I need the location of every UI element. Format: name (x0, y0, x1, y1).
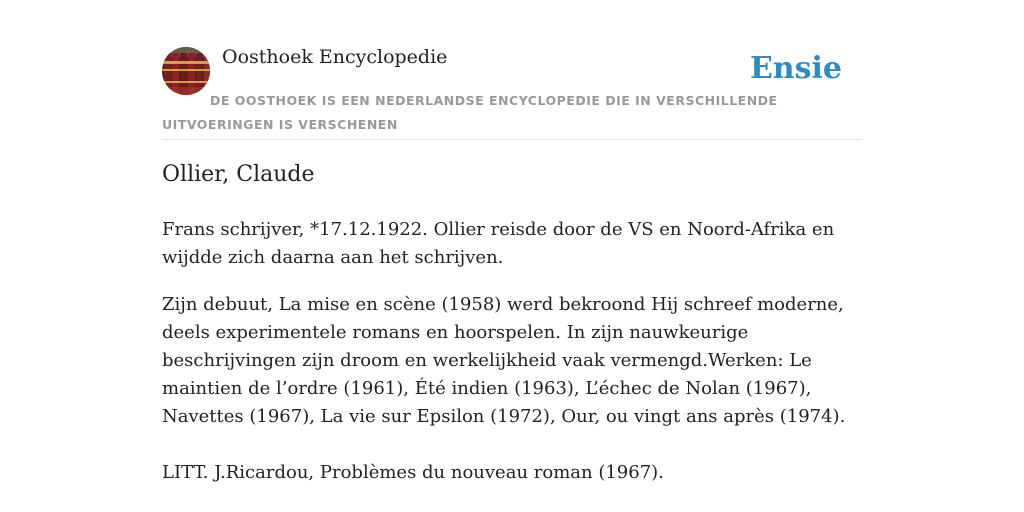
header-divider (162, 139, 862, 140)
encyclopedia-books-icon[interactable] (162, 47, 210, 95)
article-paragraph: Frans schrijver, *17.12.1922. Ollier reisde door de VS en Noord-Afrika en wijdde zich daarna aan het schrijven. (162, 219, 835, 268)
brand-logo[interactable]: Ensie (749, 51, 842, 86)
source-tagline: DE OOSTHOEK IS EEN NEDERLANDSE ENCYCLOPEDIE DIE IN VERSCHILLENDE UITVOERINGEN IS VERSCHENEN (162, 93, 778, 132)
article-title: Ollier, Claude (162, 162, 315, 187)
source-title[interactable]: Oosthoek Encyclopedie (222, 46, 448, 68)
article-literature: LITT. J.Ricardou, Problèmes du nouveau roman (1967). (162, 462, 664, 483)
article-paragraph: Zijn debuut, La mise en scène (1958) werd bekroond Hij schreef moderne, deels experimentele romans en hoorspelen. In zijn nauwkeurige beschrijvingen zijn droom en werkelijkheid vaak vermengd.Werken: Le maintien de l’ordre (1961), Été indien (1963), L’échec de Nolan (1967), Navettes (1967), La vie sur Epsilon (1972), Our, ou vingt ans après (1974). (162, 294, 846, 427)
